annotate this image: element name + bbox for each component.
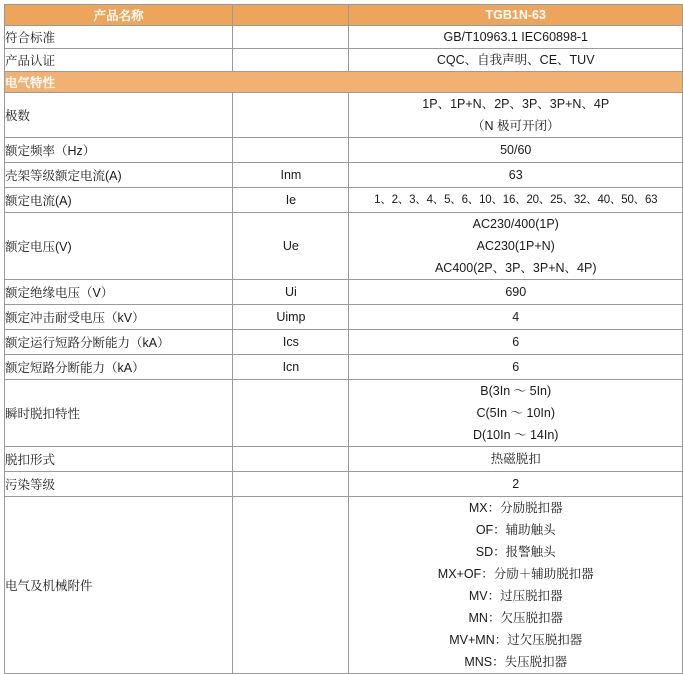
row-label: 污染等级	[5, 472, 233, 497]
value-line: （N 极可开闭）	[471, 119, 560, 133]
value-line: MN：欠压脱扣器	[468, 611, 563, 625]
table-row	[5, 280, 683, 305]
row-label: 产品认证	[5, 49, 233, 72]
table-header-row	[5, 5, 683, 26]
row-value: 6	[349, 330, 683, 355]
value-line: MNS：失压脱扣器	[464, 655, 568, 669]
value-line: MX：分励脱扣器	[468, 501, 563, 515]
table-row	[5, 93, 683, 138]
table-row	[5, 138, 683, 163]
row-value: 4	[349, 305, 683, 330]
row-value: 6	[349, 355, 683, 380]
row-label: 脱扣形式	[5, 447, 233, 472]
value-line: C(5In ～ 10In)	[476, 406, 555, 420]
row-code	[233, 49, 349, 72]
table-row	[5, 305, 683, 330]
row-code: Ics	[233, 330, 349, 355]
row-code	[233, 447, 349, 472]
product-spec-table	[4, 4, 683, 674]
row-code	[233, 472, 349, 497]
section-header-row	[5, 72, 683, 93]
table-row	[5, 380, 683, 447]
table-row	[5, 472, 683, 497]
section-title: 电气特性	[5, 72, 683, 93]
row-label: 额定短路分断能力（kA）	[5, 355, 233, 380]
value-line: AC400(2P、3P、3P+N、4P)	[434, 261, 597, 275]
table-row	[5, 188, 683, 213]
row-value: 热磁脱扣	[349, 447, 683, 472]
row-label: 额定电压(V)	[5, 213, 233, 280]
row-code	[233, 93, 349, 138]
row-value: GB/T10963.1 IEC60898-1	[349, 26, 683, 49]
value-line: B(3In ～ 5In)	[480, 384, 552, 398]
value-line: MV：过压脱扣器	[468, 589, 563, 603]
row-label: 额定冲击耐受电压（kV）	[5, 305, 233, 330]
header-model: TGB1N-63	[349, 5, 683, 26]
value-line: SD：报警触头	[475, 545, 556, 559]
row-value: 50/60	[349, 138, 683, 163]
table-row	[5, 213, 683, 280]
table-body	[5, 5, 683, 674]
row-label: 极数	[5, 93, 233, 138]
row-value	[349, 93, 683, 138]
row-code: Uimp	[233, 305, 349, 330]
value-line: AC230/400(1P)	[472, 217, 559, 231]
row-label: 额定频率（Hz）	[5, 138, 233, 163]
row-value	[349, 497, 683, 674]
row-code	[233, 138, 349, 163]
row-label: 符合标准	[5, 26, 233, 49]
row-label: 壳架等级额定电流(A)	[5, 163, 233, 188]
row-value	[349, 213, 683, 280]
header-code	[233, 5, 349, 26]
row-value: 2	[349, 472, 683, 497]
row-code: Ie	[233, 188, 349, 213]
row-value: 63	[349, 163, 683, 188]
row-code: Ue	[233, 213, 349, 280]
row-value	[349, 380, 683, 447]
value-line: D(10In ～ 14In)	[473, 428, 559, 442]
row-code	[233, 26, 349, 49]
row-value: CQC、自我声明、CE、TUV	[349, 49, 683, 72]
row-code	[233, 380, 349, 447]
table-row	[5, 26, 683, 49]
row-label: 瞬时脱扣特性	[5, 380, 233, 447]
row-value: 1、2、3、4、5、6、10、16、20、25、32、40、50、63	[349, 188, 683, 213]
value-line: MX+OF：分励＋辅助脱扣器	[437, 567, 594, 581]
row-code	[233, 497, 349, 674]
table-row	[5, 355, 683, 380]
row-label: 电气及机械附件	[5, 497, 233, 674]
table-row	[5, 163, 683, 188]
value-line: AC230(1P+N)	[476, 239, 555, 253]
table-row	[5, 447, 683, 472]
table-row	[5, 49, 683, 72]
table-row	[5, 330, 683, 355]
row-code: Icn	[233, 355, 349, 380]
value-line: OF：辅助触头	[475, 523, 556, 537]
row-code: Ui	[233, 280, 349, 305]
table-row	[5, 497, 683, 674]
header-product-name: 产品名称	[5, 5, 233, 26]
row-label: 额定电流(A)	[5, 188, 233, 213]
value-line: 1P、1P+N、2P、3P、3P+N、4P	[422, 97, 610, 111]
row-label: 额定绝缘电压（V）	[5, 280, 233, 305]
row-label: 额定运行短路分断能力（kA）	[5, 330, 233, 355]
value-line: MV+MN：过欠压脱扣器	[449, 633, 583, 647]
row-value: 690	[349, 280, 683, 305]
row-code: Inm	[233, 163, 349, 188]
